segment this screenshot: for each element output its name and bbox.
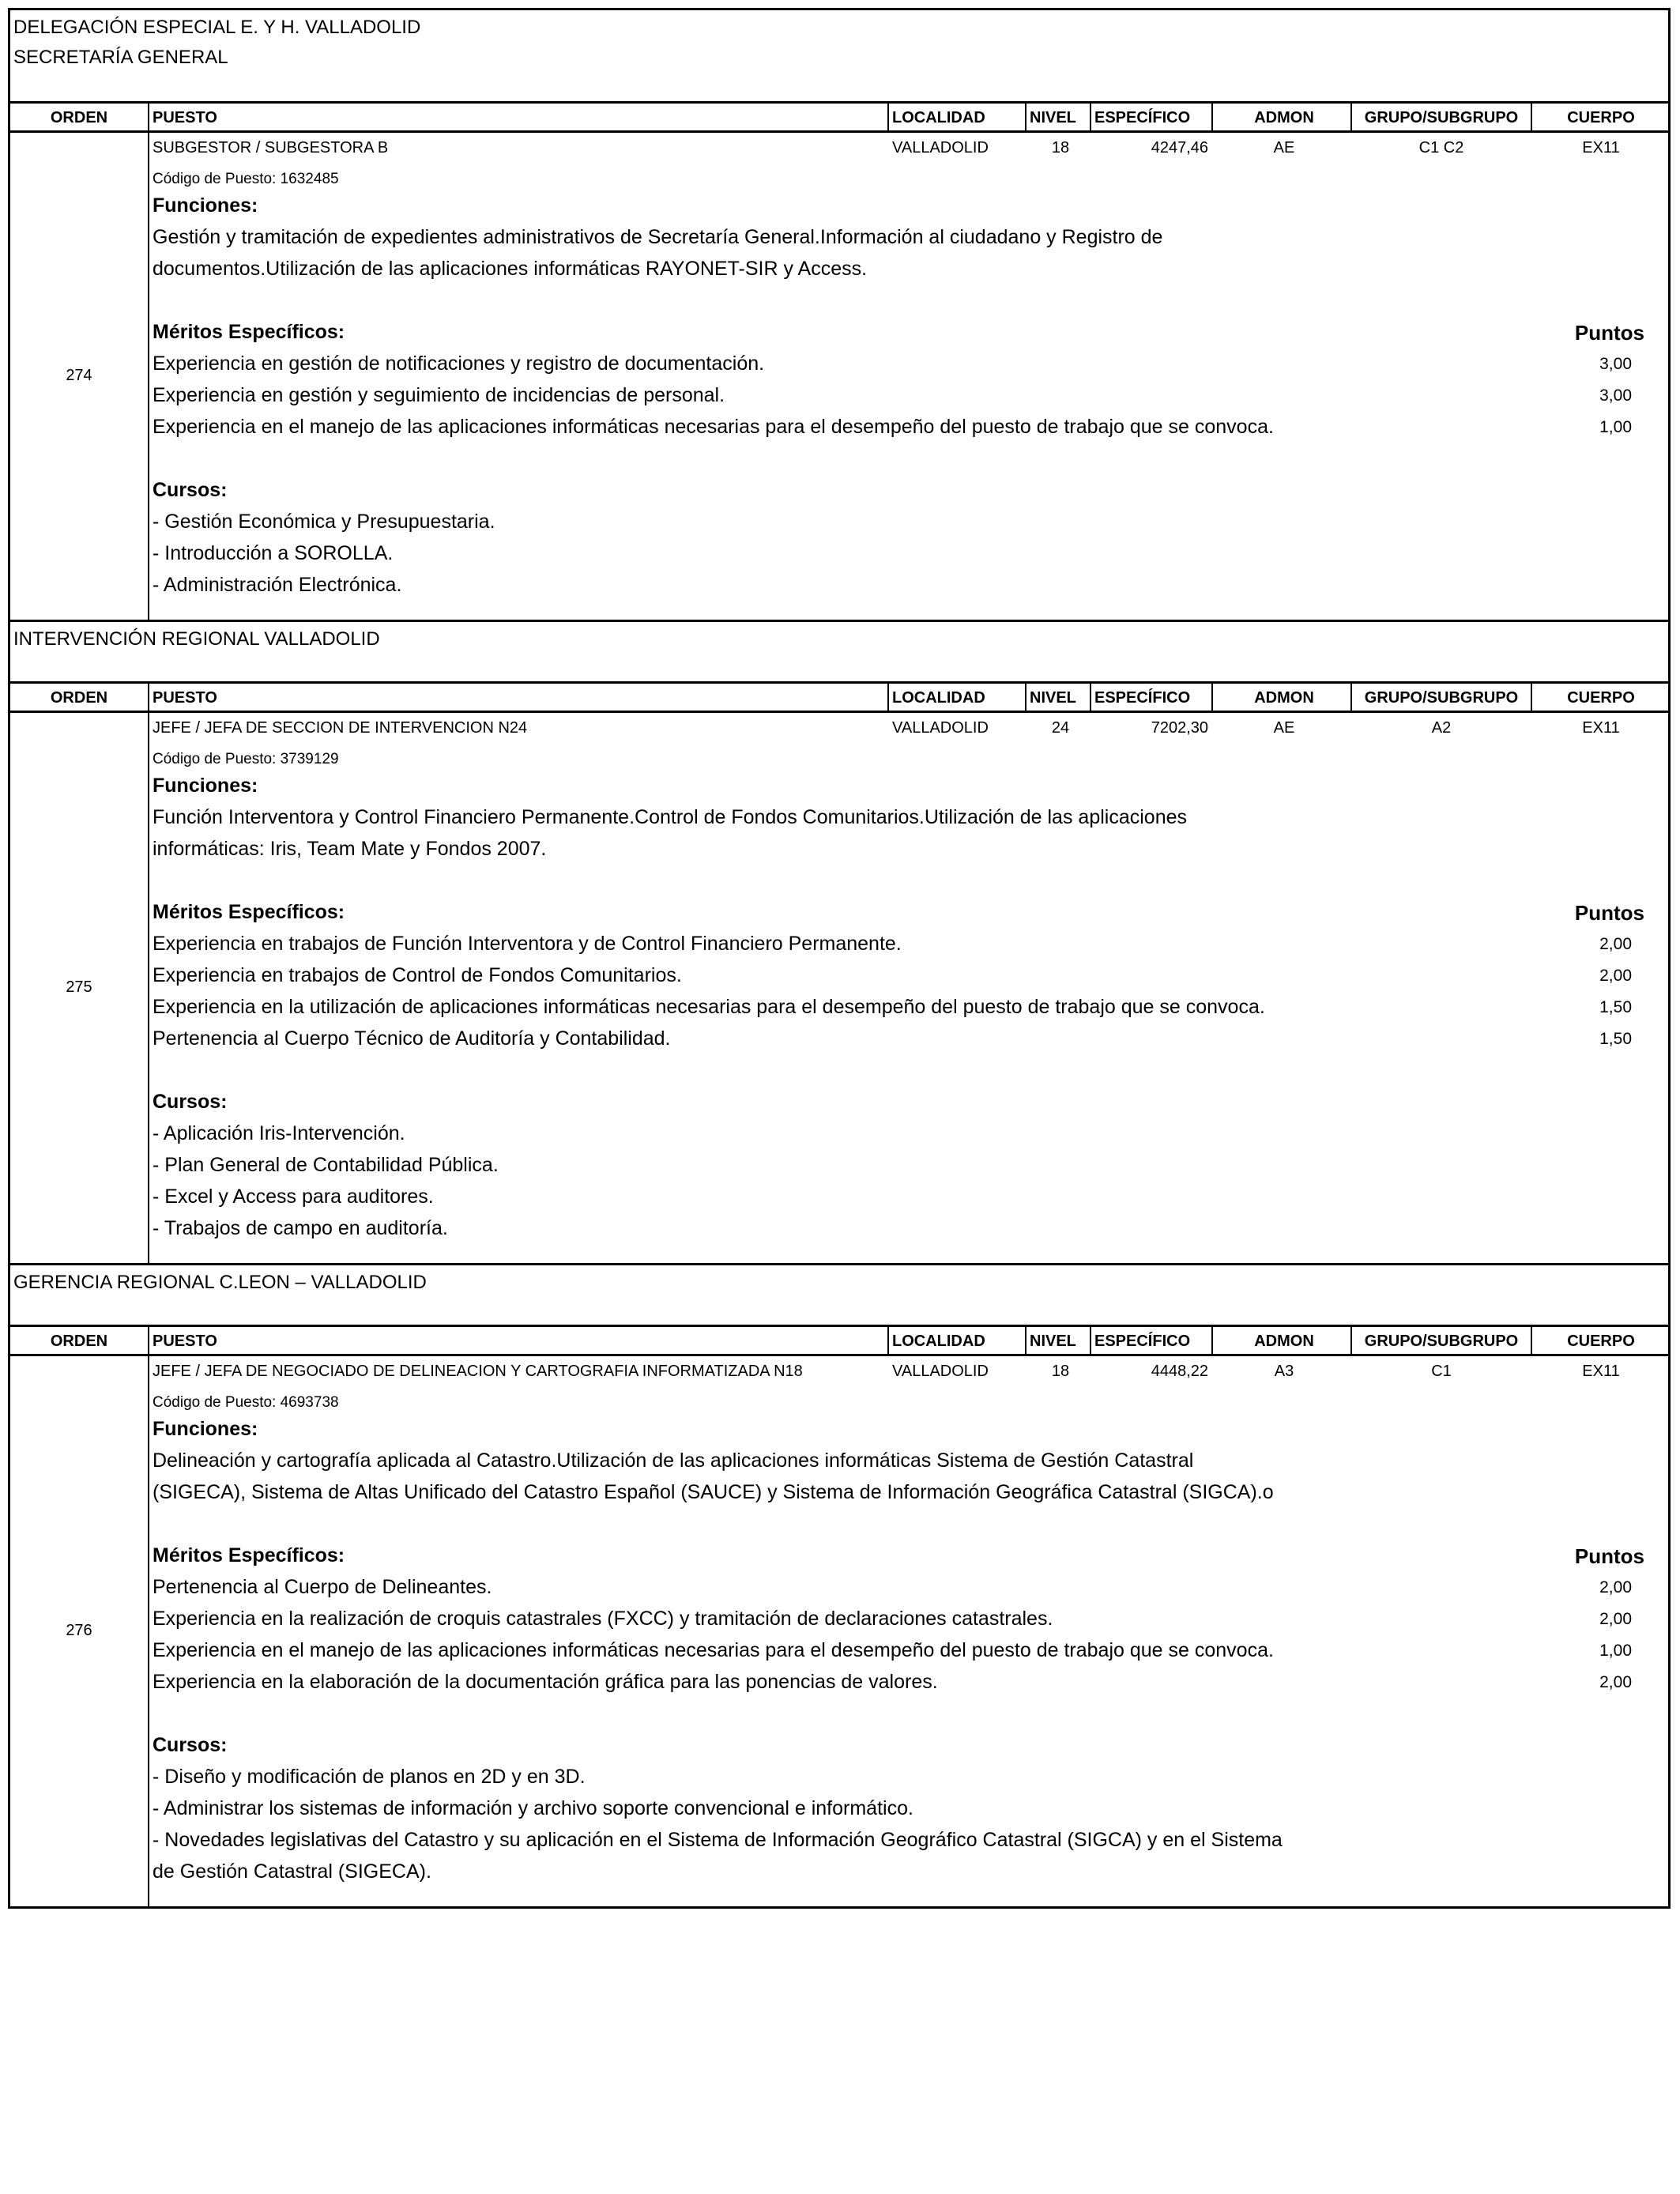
- job-body: [10, 133, 1668, 620]
- job-nivel: 18: [1051, 139, 1070, 156]
- job-localidad: VALLADOLID: [892, 1363, 989, 1380]
- cursos-heading: Cursos:: [153, 1734, 228, 1756]
- column-header-nivel: NIVEL: [1030, 689, 1076, 707]
- column-header-grupo: GRUPO/SUBGRUPO: [1364, 109, 1519, 126]
- column-header-row: [10, 681, 1668, 713]
- unit-subname: SECRETARÍA GENERAL: [13, 47, 228, 68]
- merito-text: Pertenencia al Cuerpo Técnico de Auditoría y Contabilidad.: [153, 1027, 671, 1050]
- column-header-cuerpo: CUERPO: [1567, 109, 1635, 126]
- column-header-row: [10, 101, 1668, 133]
- job-nivel: 24: [1051, 719, 1070, 737]
- column-header-localidad: LOCALIDAD: [892, 1333, 985, 1350]
- funciones-line: (SIGECA), Sistema de Altas Unificado del Catastro Español (SAUCE) y Sistema de Información Geográfica Catastral (SIGCA).o: [153, 1481, 1274, 1503]
- column-header-row: [10, 1325, 1668, 1356]
- meritos-heading: Méritos Específicos:: [153, 901, 345, 923]
- document-page: [8, 8, 1671, 1909]
- puntos-heading: Puntos: [1574, 1544, 1644, 1568]
- curso-line: - Aplicación Iris-Intervención.: [153, 1122, 405, 1144]
- merito-puntos: 3,00: [1599, 355, 1632, 373]
- merito-puntos: 1,50: [1599, 998, 1632, 1016]
- column-divider: [887, 684, 889, 711]
- column-header-cuerpo: CUERPO: [1567, 689, 1635, 707]
- funciones-line: Delineación y cartografía aplicada al Catastro.Utilización de las aplicaciones informáticas Sistema de Gestión Catastral: [153, 1449, 1194, 1472]
- curso-line: - Introducción a SOROLLA.: [153, 542, 394, 564]
- column-header-puesto: PUESTO: [153, 689, 217, 707]
- column-divider: [148, 1327, 149, 1354]
- meritos-heading: Méritos Específicos:: [153, 1544, 345, 1566]
- job-code: Código de Puesto: 3739129: [153, 751, 339, 767]
- merito-text: Experiencia en trabajos de Función Interventora y de Control Financiero Permanente.: [153, 933, 902, 955]
- curso-line: - Plan General de Contabilidad Pública.: [153, 1154, 499, 1176]
- orden-divider: [148, 713, 149, 1263]
- column-divider: [1090, 1327, 1091, 1354]
- curso-line: - Diseño y modificación de planos en 2D y en 3D.: [153, 1766, 586, 1788]
- column-header-orden: ORDEN: [50, 109, 108, 126]
- orden-divider: [148, 133, 149, 620]
- column-divider: [148, 684, 149, 711]
- column-header-puesto: PUESTO: [153, 1333, 217, 1350]
- job-nivel: 18: [1051, 1363, 1070, 1380]
- job-admon: A3: [1274, 1363, 1294, 1380]
- unit-header: [10, 8, 1668, 101]
- column-header-puesto: PUESTO: [153, 109, 217, 126]
- column-divider: [1090, 684, 1091, 711]
- cursos-heading: Cursos:: [153, 479, 228, 501]
- job-section: [10, 8, 1668, 620]
- puntos-heading: Puntos: [1574, 321, 1644, 345]
- meritos-heading: Méritos Específicos:: [153, 321, 345, 343]
- merito-text: Experiencia en gestión de notificaciones y registro de documentación.: [153, 352, 765, 375]
- funciones-line: documentos.Utilización de las aplicaciones informáticas RAYONET-SIR y Access.: [153, 258, 868, 280]
- column-divider: [1211, 1327, 1213, 1354]
- merito-puntos: 2,00: [1599, 1673, 1632, 1691]
- job-code: Código de Puesto: 1632485: [153, 171, 339, 187]
- merito-text: Experiencia en el manejo de las aplicaciones informáticas necesarias para el desempeño del puesto de trabajo que se convoca.: [153, 1639, 1274, 1661]
- merito-puntos: 2,00: [1599, 967, 1632, 985]
- job-section: [10, 1263, 1668, 1906]
- funciones-heading: Funciones:: [153, 1418, 258, 1440]
- merito-puntos: 2,00: [1599, 1578, 1632, 1596]
- unit-header: [10, 1263, 1668, 1325]
- table-bottom-border: [10, 1906, 1668, 1909]
- column-divider: [148, 104, 149, 130]
- column-header-nivel: NIVEL: [1030, 1333, 1076, 1350]
- job-localidad: VALLADOLID: [892, 719, 989, 737]
- cursos-heading: Cursos:: [153, 1091, 228, 1113]
- job-body: [10, 713, 1668, 1263]
- job-cuerpo: EX11: [1582, 139, 1620, 156]
- funciones-heading: Funciones:: [153, 775, 258, 797]
- column-header-localidad: LOCALIDAD: [892, 689, 985, 707]
- column-divider: [887, 104, 889, 130]
- job-grupo: C1: [1431, 1363, 1452, 1380]
- column-divider: [1531, 104, 1532, 130]
- column-divider: [1350, 684, 1352, 711]
- column-header-grupo: GRUPO/SUBGRUPO: [1364, 1333, 1519, 1350]
- merito-text: Experiencia en la realización de croquis catastrales (FXCC) y tramitación de declaraciones catastrales.: [153, 1608, 1053, 1630]
- column-divider: [1350, 1327, 1352, 1354]
- column-header-grupo: GRUPO/SUBGRUPO: [1364, 689, 1519, 707]
- funciones-line: Función Interventora y Control Financiero Permanente.Control de Fondos Comunitarios.Utilización de las aplicaciones: [153, 806, 1187, 828]
- job-cuerpo: EX11: [1582, 1363, 1620, 1380]
- column-header-cuerpo: CUERPO: [1567, 1333, 1635, 1350]
- column-header-admon: ADMON: [1254, 689, 1314, 707]
- job-localidad: VALLADOLID: [892, 139, 989, 156]
- merito-puntos: 1,00: [1599, 418, 1632, 436]
- column-divider: [1090, 104, 1091, 130]
- job-admon: AE: [1273, 719, 1295, 737]
- column-divider: [1531, 684, 1532, 711]
- job-grupo: A2: [1431, 719, 1452, 737]
- merito-puntos: 2,00: [1599, 935, 1632, 953]
- orden-number: 274: [66, 367, 92, 384]
- column-divider: [887, 1327, 889, 1354]
- funciones-line: Gestión y tramitación de expedientes administrativos de Secretaría General.Información al ciudadano y Registro de: [153, 226, 1163, 248]
- merito-text: Experiencia en trabajos de Control de Fondos Comunitarios.: [153, 964, 682, 986]
- job-admon: AE: [1273, 139, 1295, 156]
- merito-puntos: 3,00: [1599, 386, 1632, 405]
- column-divider: [1025, 684, 1026, 711]
- job-especifico: 4247,46: [1151, 139, 1208, 156]
- merito-puntos: 2,00: [1599, 1610, 1632, 1628]
- unit-name: GERENCIA REGIONAL C.LEON – VALLADOLID: [13, 1272, 427, 1293]
- column-divider: [1025, 1327, 1026, 1354]
- curso-line: - Excel y Access para auditores.: [153, 1186, 434, 1208]
- merito-text: Experiencia en la elaboración de la documentación gráfica para las ponencias de valores.: [153, 1671, 938, 1693]
- column-header-nivel: NIVEL: [1030, 109, 1076, 126]
- column-divider: [1025, 104, 1026, 130]
- merito-puntos: 1,50: [1599, 1030, 1632, 1048]
- merito-text: Experiencia en gestión y seguimiento de incidencias de personal.: [153, 384, 725, 406]
- unit-name: DELEGACIÓN ESPECIAL E. Y H. VALLADOLID: [13, 17, 421, 38]
- job-puesto: JEFE / JEFA DE SECCION DE INTERVENCION N24: [153, 719, 528, 737]
- job-section: [10, 620, 1668, 1263]
- column-header-especifico: ESPECÍFICO: [1094, 109, 1191, 126]
- curso-line: de Gestión Catastral (SIGECA).: [153, 1860, 431, 1883]
- curso-line: - Novedades legislativas del Catastro y su aplicación en el Sistema de Información Geográfico Catastral (SIGCA) y en el Sistema: [153, 1829, 1283, 1851]
- orden-divider: [148, 1356, 149, 1906]
- curso-line: - Gestión Económica y Presupuestaria.: [153, 511, 495, 533]
- job-body: [10, 1356, 1668, 1906]
- job-especifico: 7202,30: [1151, 719, 1208, 737]
- column-divider: [1531, 1327, 1532, 1354]
- column-divider: [1211, 104, 1213, 130]
- curso-line: - Administrar los sistemas de información y archivo soporte convencional e informático.: [153, 1797, 913, 1819]
- column-divider: [1211, 684, 1213, 711]
- merito-text: Experiencia en la utilización de aplicaciones informáticas necesarias para el desempeño del puesto de trabajo que se convoca.: [153, 996, 1265, 1018]
- funciones-heading: Funciones:: [153, 194, 258, 217]
- job-code: Código de Puesto: 4693738: [153, 1394, 339, 1411]
- column-header-especifico: ESPECÍFICO: [1094, 1333, 1191, 1350]
- column-header-admon: ADMON: [1254, 1333, 1314, 1350]
- orden-number: 275: [66, 978, 92, 996]
- curso-line: - Trabajos de campo en auditoría.: [153, 1217, 448, 1239]
- unit-header: [10, 620, 1668, 681]
- merito-text: Pertenencia al Cuerpo de Delineantes.: [153, 1576, 492, 1598]
- column-header-orden: ORDEN: [50, 689, 108, 707]
- merito-puntos: 1,00: [1599, 1642, 1632, 1660]
- column-header-admon: ADMON: [1254, 109, 1314, 126]
- column-divider: [1350, 104, 1352, 130]
- orden-number: 276: [66, 1622, 92, 1639]
- curso-line: - Administración Electrónica.: [153, 574, 402, 596]
- job-puesto: JEFE / JEFA DE NEGOCIADO DE DELINEACION Y CARTOGRAFIA INFORMATIZADA N18: [153, 1363, 803, 1380]
- puntos-heading: Puntos: [1574, 901, 1644, 925]
- funciones-line: informáticas: Iris, Team Mate y Fondos 2007.: [153, 838, 547, 860]
- job-especifico: 4448,22: [1151, 1363, 1208, 1380]
- column-header-orden: ORDEN: [50, 1333, 108, 1350]
- job-grupo: C1 C2: [1418, 139, 1464, 156]
- merito-text: Experiencia en el manejo de las aplicaciones informáticas necesarias para el desempeño del puesto de trabajo que se convoca.: [153, 416, 1274, 438]
- job-puesto: SUBGESTOR / SUBGESTORA B: [153, 139, 389, 156]
- column-header-especifico: ESPECÍFICO: [1094, 689, 1191, 707]
- job-cuerpo: EX11: [1582, 719, 1620, 737]
- column-header-localidad: LOCALIDAD: [892, 109, 985, 126]
- unit-name: INTERVENCIÓN REGIONAL VALLADOLID: [13, 628, 380, 650]
